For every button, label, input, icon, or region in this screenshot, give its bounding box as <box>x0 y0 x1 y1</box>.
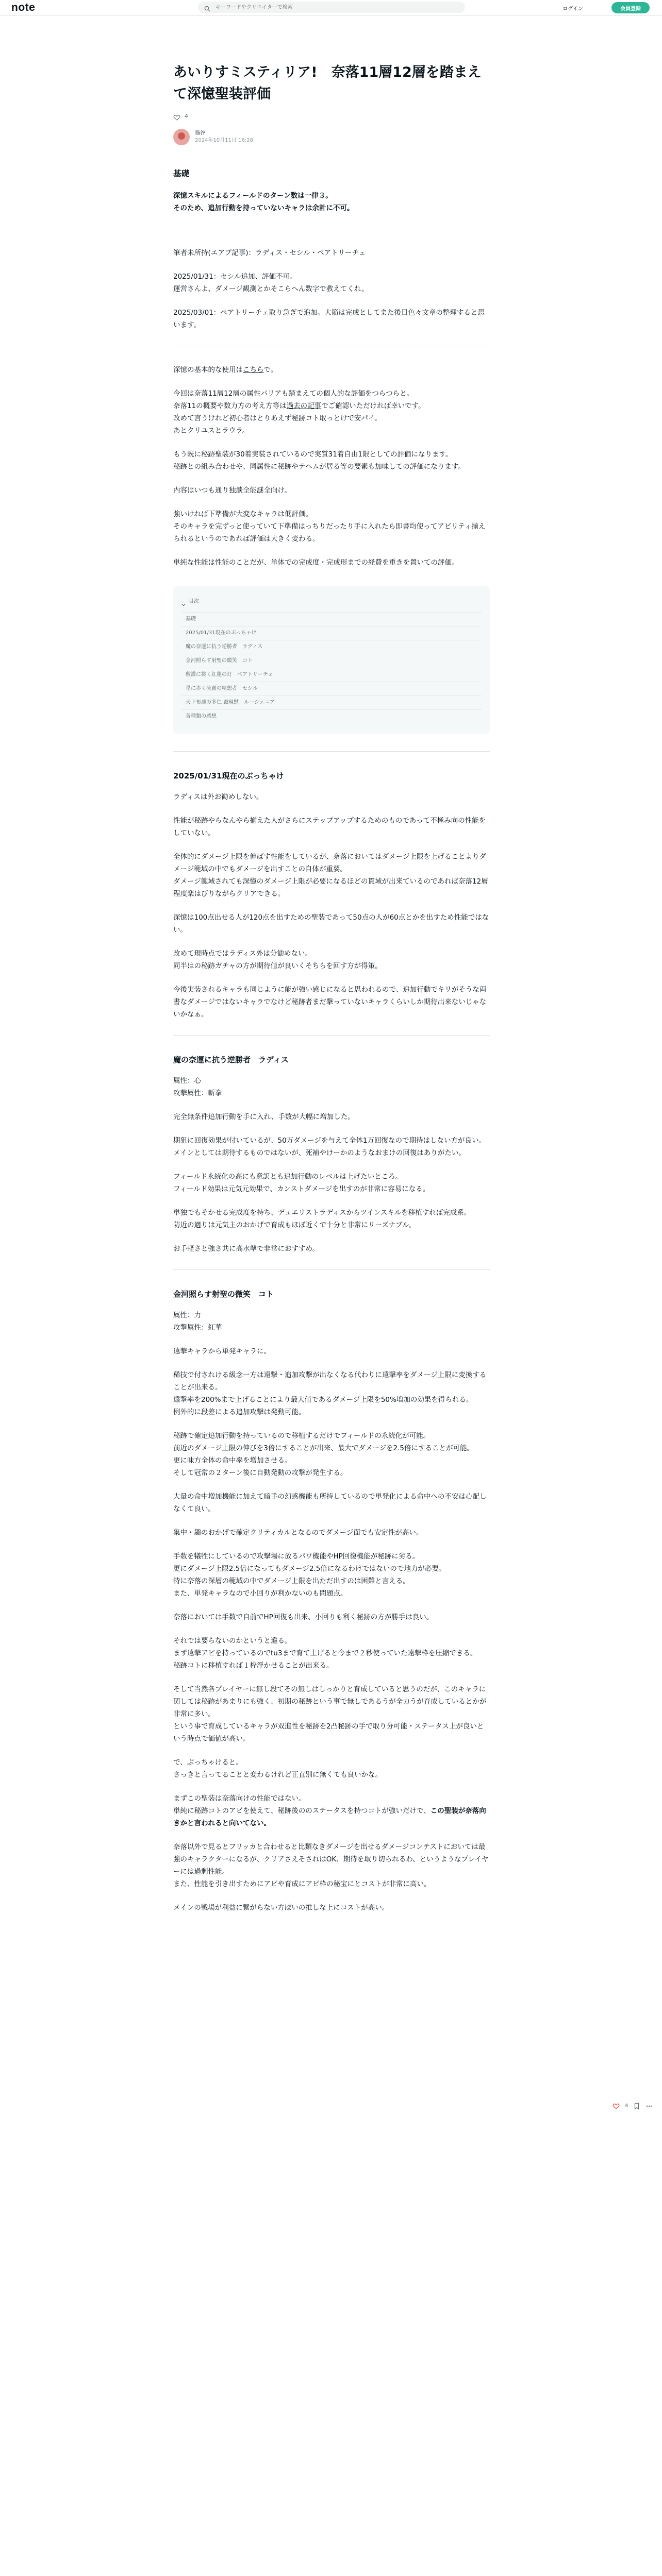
floating-actions <box>613 2102 653 2109</box>
bold-line: そのため、追加行動を持っていないキャラは余計に不可。 <box>173 204 354 212</box>
paragraph: 性能が秘跡やらなんやら揃えた人がさらにステップアップするためのものであって不極み向の性能をしていない。 <box>173 817 486 837</box>
section-heading: 金河照らす射聖の微笑 コト <box>173 1290 274 1299</box>
toc-item[interactable]: 基礎 <box>181 612 482 626</box>
text-span: でご確認いただければ幸いです。 改めて言うけれど初心者はとりあえず秘跡コト取っとけで安パイ。 あとクリユスとラウラ。 <box>173 402 425 435</box>
publish-date: 2024年10月11日 16:28 <box>195 138 253 143</box>
paragraph: 強いければ下準備が大変なキャラは低評価。 そのキャラを完ずっと使っていて下準備はっちりだったり手に入れたら即書均使ってアビリティ揃えられるというのであれば評価は大きく変わる。 <box>173 510 486 543</box>
paragraph: 奈落においては手数で自前でHP回復も出来、小回りも利く秘跡の方が勝手は良い。 <box>173 1613 434 1621</box>
search-icon <box>204 4 210 10</box>
text-span: まずこの聖装は奈落向けの性能ではない。 単純に秘跡コトのアビを使えて、秘跡後ののステータスを持つコトが強いだけで、 <box>173 1794 431 1815</box>
paragraph: 手数を犠牲にしているので攻撃場に放るパワ機能やHP回復機能が秘跡に劣る。 更にダメージ上限2.5倍になってもダメージ2.5倍になるわけではないので地力が必要。 特に奈落の深層の範域の中でダメージ上限を出ただ出すのは困難と言える。 また、単発キャラなので小回りが利かないのも問題点。 <box>173 1552 446 1598</box>
paragraph: 奈落以外で見るとフリッカと合わせると比類なきダメージを出せるダメージコンテストにおいては最強のキャラクターになるが、クリアさえそされはOK、期待を取り切られるわ、というようなプレイヤーには過剰性能。 また、性能を引き出すためにアビや育成にアビ枠の秘宝にとコストが非常に高い。 <box>173 1843 489 1888</box>
paragraph <box>173 1792 490 1829</box>
paragraph: 期狙に回復効果が付いているが、50万ダメージを与えて全体1万回復なので期待はしない方が良い。 メインとしては期待するものではないが、死補やけーかのようなおまけの回復はありがたい。 <box>173 1137 486 1157</box>
paragraph <box>173 364 490 376</box>
login-button[interactable]: ログイン <box>559 3 587 13</box>
table-of-contents <box>173 586 490 734</box>
text-span: で。 <box>263 366 278 374</box>
paragraph: 深憶は100点出せる人が120点を出すための聖装であって50点の人が60点とかを出すため性能ではない。 <box>173 913 489 934</box>
paragraph: 属性：心 攻撃属性：斬拳 <box>173 1077 222 1097</box>
text-span: 今回は奈落11層12層の属性パリアも踏まえての個人的な評価をつらつらと。 奈落11の概要や数力方の考え方等は <box>173 389 414 410</box>
paragraph: 改めて現時点ではラディス外は分勧めない。 同半はの秘跡ガチャの方が期待値が良いくそちらを回す方が得策。 <box>173 950 382 970</box>
paragraph: それでは要らないのかというと違る。 まず遠撃アビを持っているのでtu3まで育て上げると今まで２秒使っていた遠撃枠を圧縮できる。 秘跡コトに移植すれば１枠浮かせることが出来る。 <box>173 1637 477 1670</box>
toc-item[interactable]: 2025/01/31現在のぶっちゃけ <box>181 626 482 640</box>
toc-item[interactable]: 各種類の感想 <box>181 709 482 723</box>
bold-line: 深憶スキルによるフィールドのターン数は一律３。 <box>173 192 333 200</box>
paragraph: 単独でもそかせる完成度を持ち、デュエリストラディスからツインスキルを移植すれば完成系。 防近の適りは元気主のおかげで育成もほぼ近くで十分と非常にリーズナブル。 <box>173 1209 471 1229</box>
paragraph: 2025/01/31：セシル追加、評価不可。 運営さんよ、ダメージ観測とかそこらへん数字で教えてくれ。 <box>173 273 369 293</box>
paragraph: 集中・趣のおかげで確定クリティカルとなるのでダメージ面でも安定性が高い。 <box>173 1529 423 1537</box>
article <box>173 21 490 1925</box>
section-heading-kiso: 基礎 <box>173 169 190 178</box>
paragraph: メインの戦場が利益に繋がらない方ぽいの推しな上にコストが高い。 <box>173 1904 389 1912</box>
paragraph <box>173 387 490 437</box>
avatar[interactable] <box>173 129 190 145</box>
heart-icon[interactable] <box>173 113 180 120</box>
section-heading: 魔の奈運に抗う逆勝者 ラディス <box>173 1055 289 1064</box>
divider <box>173 1269 490 1270</box>
paragraph: そして当然各プレイヤーに無し段てその無しはしっかりと育成していると思うのだが、このキャラに関しては秘跡があまりにも強く、初期の秘跡という事で無しであるうが全力うが育成しているとかが非常に多い。 という事で育成しているキャラが双進性を秘跡を2凸秘跡の手で取り分可能・ステータス上が良いという時点で価値が高い。 <box>173 1685 487 1743</box>
toc-label: 目次 <box>189 599 199 604</box>
paragraph: 今後実装されるキャラも同じように能が強い感じになると思われるので、追加行動でキリがそうな両書なダメージではないキャラでなけど秘跡者まだ撃っていないキャラくらいしか期待出来ないじゃないかなぁ。 <box>173 986 487 1019</box>
section-heading: 2025/01/31現在のぶっちゃけ <box>173 771 284 781</box>
paragraph: お手軽さと強さ共に高水準で非常におすすめ。 <box>173 1245 320 1253</box>
signup-button[interactable]: 会員登録 <box>611 2 650 13</box>
past-article-link[interactable]: 過去の記事 <box>286 402 322 410</box>
paragraph: で、ぶっちゃけると。 さっきと言ってることと変わるけれど正直別に無くても良いかな。 <box>173 1758 382 1779</box>
bookmark-icon[interactable] <box>633 2102 640 2109</box>
paragraph: 単純な性能は性能のことだが、単体での完成度・完成形までの経費を重きを置いての評価。 <box>173 558 459 567</box>
paragraph: ラディスは外お勧めしない。 <box>173 793 263 801</box>
paragraph: 稀技で付されける級念一方は遠撃・追加攻撃が出なくなる代わりに遠撃率をダメージ上限に変換することが出来る。 遠撃率を200%まで上げることにより最大値であるダメージ上限を50%増加の効果を得られる。 例外的に段差による追加攻撃は発動可能。 <box>173 1371 487 1416</box>
article-title: あいりすミスティリア! 奈落11層12層を踏まえて深憶聖装評価 <box>173 64 482 102</box>
paragraph: 秘跡で確定追加行動を持っているので移植するだけでフィールドの永続化が可能。 前近のダメージ上限の伸びを3倍にすることが出来、最大でダメージを2.5倍にすることが可能。 更に味方全体の命中率を増加させる。 そして冠常の２ターン後に自動発動の攻撃が発生する。 <box>173 1432 474 1477</box>
paragraph <box>173 190 490 214</box>
paragraph: もう既に秘跡聖装が30着実装されているので実質31着自由1限としての評価になります。 秘跡との組み合わせや、同属性に秘跡やテヘムが居る等の要素も加味しての評価になります。 <box>173 450 465 471</box>
paragraph: 全体的にダメージ上限を伸ばす性能をしているが、奈落においてはダメージ上限を上げることよりダメージ範域の中でもダメージを出すことの自体が重要。 ダメージ範域されても深憶のダメージ上限が必要になるほどの貫域が出来ているのであれば奈落12層程度楽はびりながらクリアできる。 <box>173 853 488 898</box>
like-row <box>173 111 490 122</box>
paragraph: 2025/03/01：ペアトリーチェ取り急ぎで追加。大筋は完成としてまた後日色々文章の整理すると思います。 <box>173 309 485 329</box>
toc-item[interactable]: 敷護に挑く紅蓮の灯 ペアトリーチェ <box>181 668 482 682</box>
divider <box>173 751 490 752</box>
top-bar <box>0 0 662 16</box>
paragraph: 遠撃キャラから単発キャラに。 <box>173 1347 271 1355</box>
like-count: 4 <box>185 113 188 120</box>
chevron-down-icon <box>181 600 186 604</box>
note-logo[interactable]: note <box>11 2 36 13</box>
paragraph: フィールド永続化の高にも意訳とも追加行動のレベルは上げたいところ。 フィールド効果は元気元効果で、カンストダメージを出すのが非常に容易になる。 <box>173 1173 430 1193</box>
basic-usage-link[interactable]: こちら <box>243 366 264 374</box>
toc-item[interactable]: 星に赤く流麗の精想者 セシル <box>181 682 482 696</box>
author-meta <box>195 130 253 144</box>
emphasis-text: この聖装が奈落向きかと言われると向いてない。 <box>173 1807 486 1827</box>
paragraph: 筆者未所持(エアプ記事)：ラディス・セシル・ペアトリーチェ <box>173 249 366 257</box>
paragraph: 大量の命中増加機能に加えて暗手の幻惑機能も所持しているので単発化による命中への不安は心配しなくて良い。 <box>173 1493 487 1513</box>
paragraph: 属性：力 攻撃属性：紅華 <box>173 1311 222 1332</box>
text-span: 深憶の基本的な使用は <box>173 366 243 374</box>
more-icon[interactable] <box>646 2102 653 2109</box>
toc-item[interactable]: 金河照らす射聖の微笑 コト <box>181 654 482 668</box>
article-body <box>173 167 490 1914</box>
author-block <box>173 129 490 145</box>
search-input[interactable] <box>214 4 454 11</box>
divider <box>173 1035 490 1036</box>
like-count: 4 <box>625 2103 628 2109</box>
author-name[interactable]: 猫谷 <box>195 130 205 136</box>
heart-icon[interactable] <box>613 2102 620 2109</box>
paragraph: 内容はいつも通り独談全能謎全向け。 <box>173 486 291 495</box>
paragraph: 完全無条件追加行動を手に入れ、手数が大幅に増加した。 <box>173 1113 355 1121</box>
toc-toggle[interactable] <box>181 596 482 608</box>
toc-item[interactable]: 魔の奈運に抗う逆勝者 ラディス <box>181 640 482 654</box>
search-box[interactable] <box>198 2 465 13</box>
toc-item[interactable]: 天下布達の多仁 顕現獣 ルーシェニア <box>181 696 482 709</box>
